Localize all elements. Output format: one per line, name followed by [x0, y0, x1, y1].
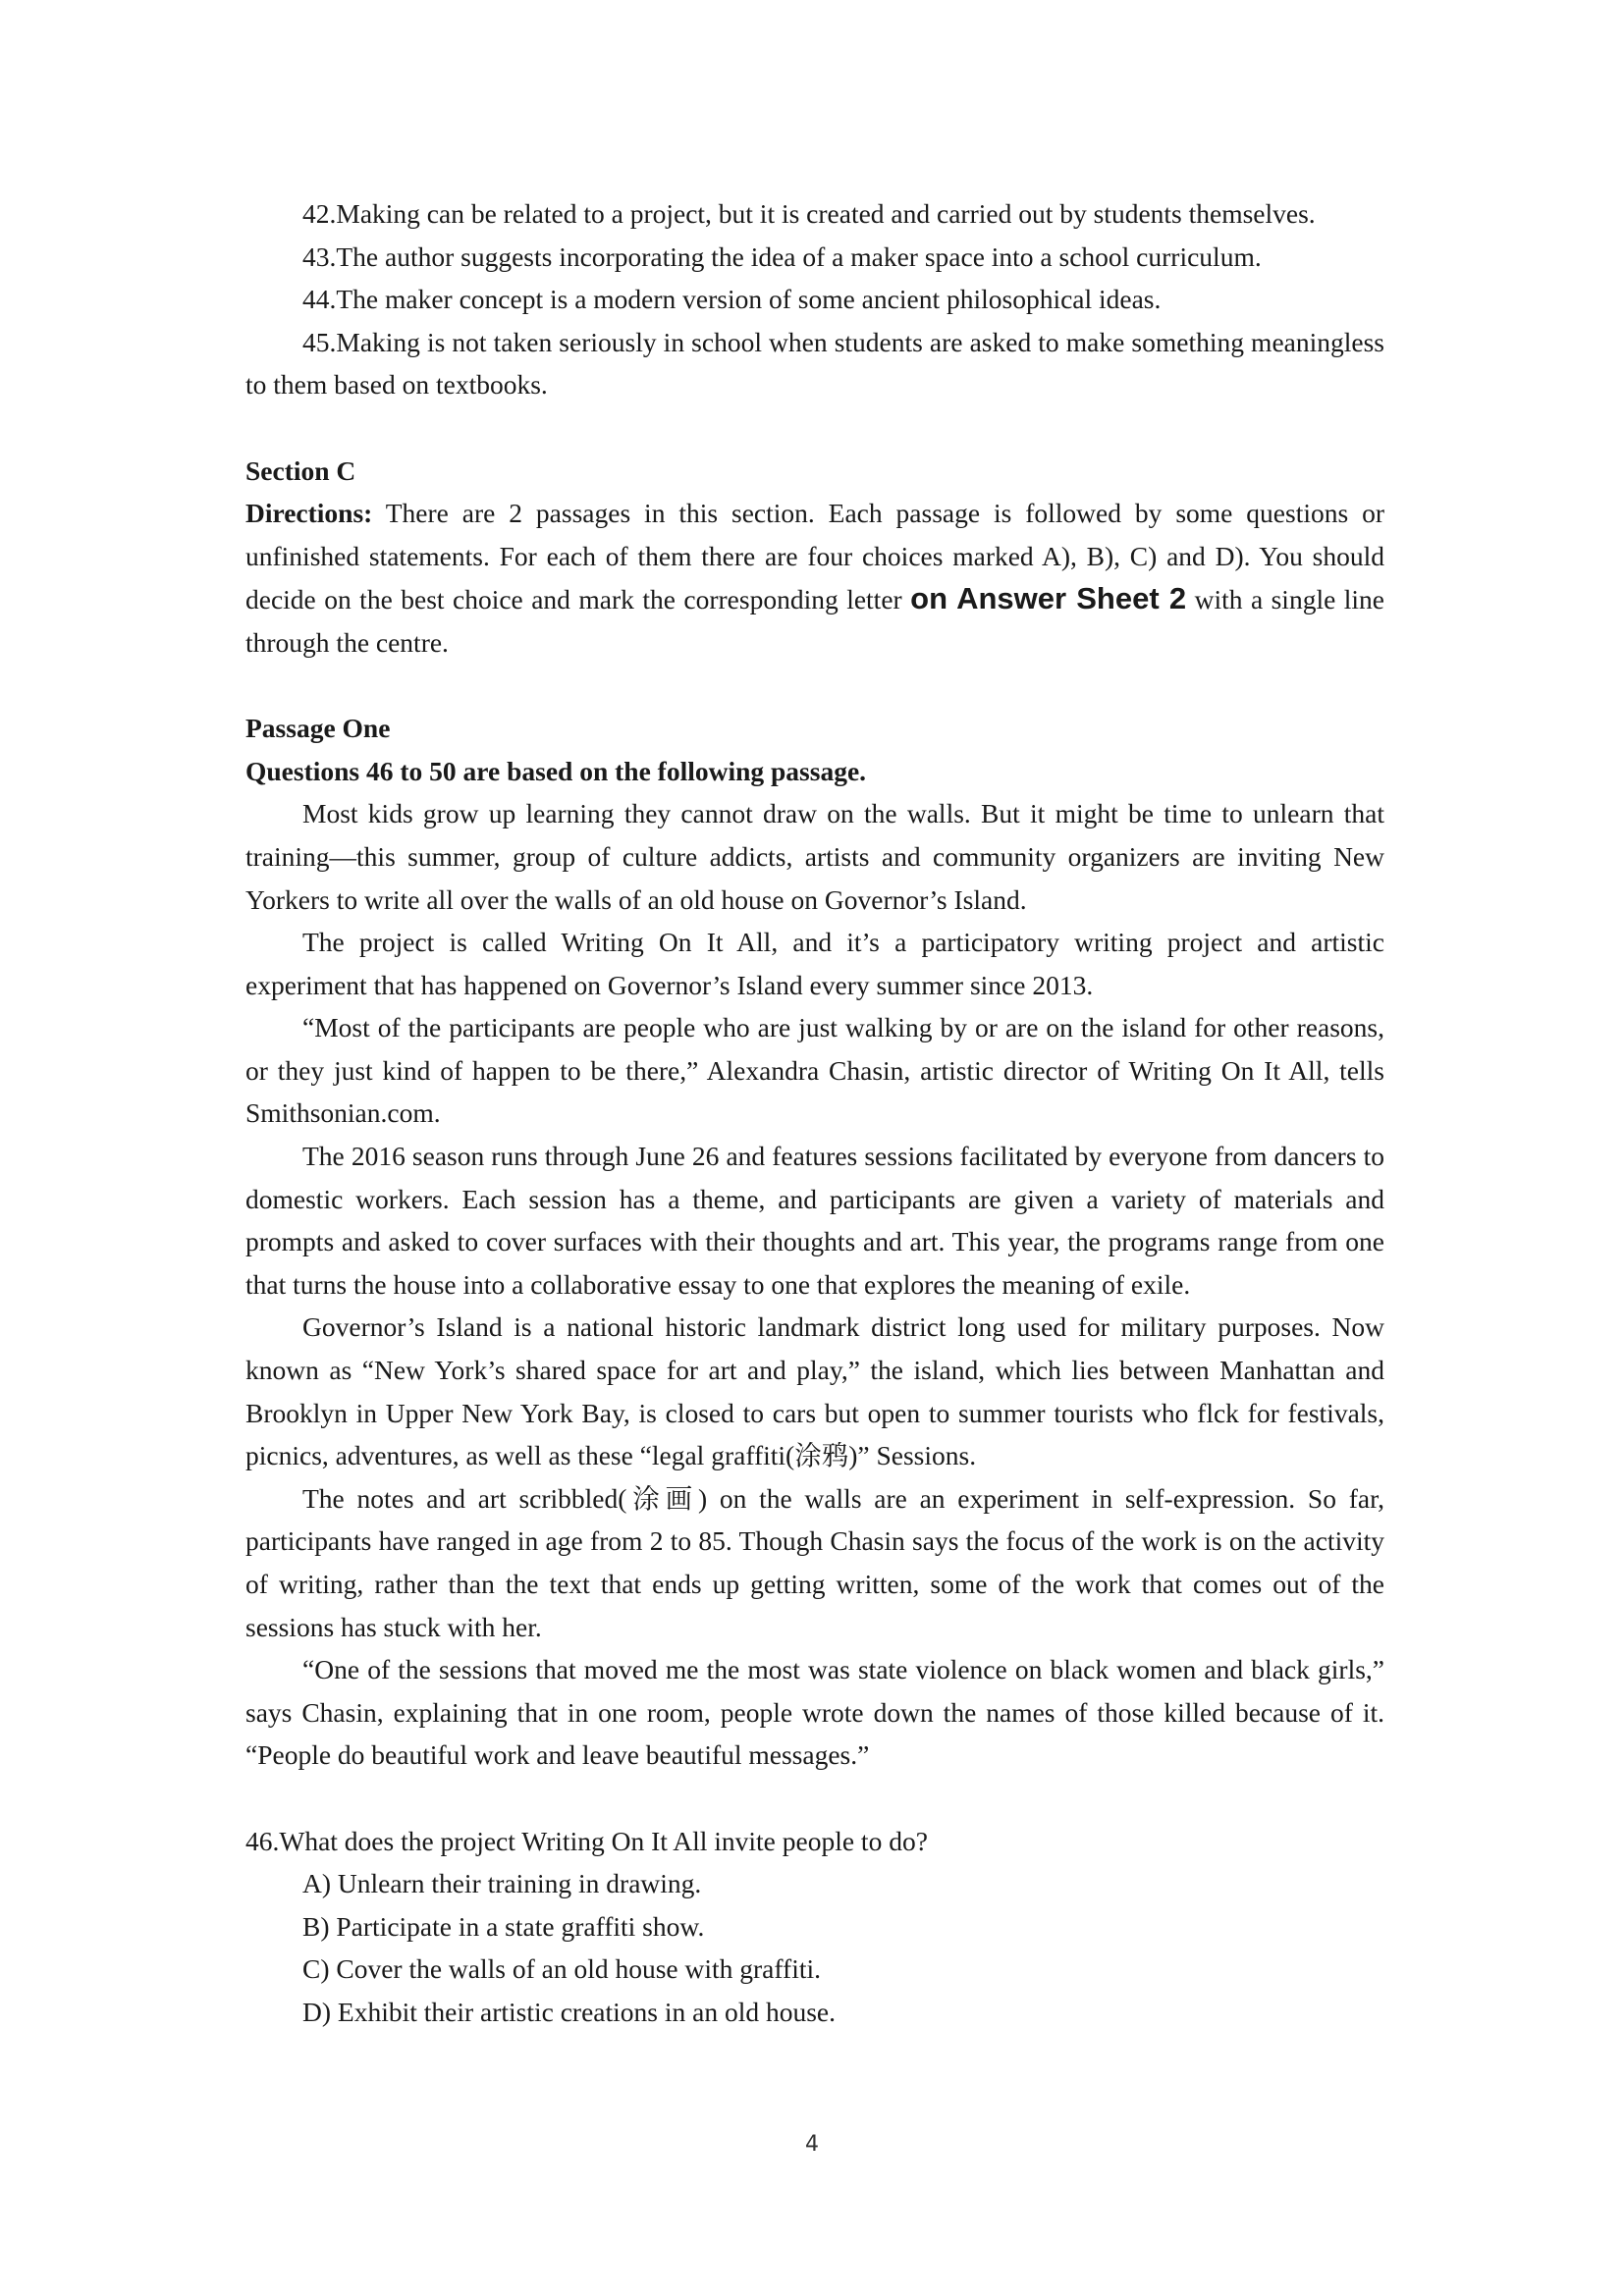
- choice-c: C) Cover the walls of an old house with graffiti.: [302, 1953, 822, 1985]
- passage-paragraph: “One of the sessions that moved me the most was state violence on black women and black girls,” says Chasin, explaining that in one room, people wrote down the names of those killed because of it. “People do beautiful work and leave beautiful messages.”: [245, 1654, 1384, 1771]
- passage-paragraph: The notes and art scribbled(涂画) on the walls are an experiment in self-expression. So far, participants have ranged in age from 2 to 85. Though Chasin says the focus of the work is on the activity of writing, rather than the text that ends up getting written, some of the work that comes out of the sessions has stuck with her.: [245, 1482, 1384, 1642]
- section-title: Section C: [245, 454, 356, 486]
- statement-44: 44.The maker concept is a modern version of some ancient philosophical ideas.: [302, 284, 1162, 315]
- spacer: [245, 665, 1384, 708]
- passage-paragraph: “Most of the participants are people who are just walking by or are on the island for other reasons, or they just kind of happen to be there,” Alexandra Chasin, artistic director of Writing On It All, tells Smithsonian.com.: [245, 1012, 1384, 1129]
- choice-b: B) Participate in a state graffiti show.: [302, 1910, 705, 1942]
- question-46: 46.What does the project Writing On It All invite people to do?: [245, 1825, 928, 1856]
- passage-paragraph: The 2016 season runs through June 26 and features sessions facilitated by everyone from dancers to domestic workers. Each session has a theme, and participants are given a variety of materials and prompts and asked to cover surfaces with their thoughts and art. This year, the programs range from one that turns the house into a collaborative essay to one that explores the meaning of exile.: [245, 1141, 1384, 1300]
- passage-paragraph: Governor’s Island is a national historic landmark district long used for military purposes. Now known as “New York’s shared space for art and play,” the island, which lies between Manhattan and Brooklyn in Upper New York Bay, is closed to cars but open to summer tourists who flck for festivals, picnics, adventures, as well as these “legal graffiti(涂鸦)” Sessions.: [245, 1311, 1384, 1471]
- directions-text-2: with a single line through the centre.: [245, 584, 1384, 658]
- page-number: 4: [805, 2132, 819, 2157]
- passage-paragraph: The project is called Writing On It All, and it’s a participatory writing project and artistic experiment that has happened on Governor’s Island every summer since 2013.: [245, 927, 1384, 1000]
- passage-title: Passage One: [245, 713, 391, 744]
- choice-d: D) Exhibit their artistic creations in an old house.: [302, 1996, 836, 2027]
- spacer: [245, 406, 1384, 450]
- statement-42: 42.Making can be related to a project, but it is created and carried out by students themselves.: [302, 198, 1316, 229]
- statement-43: 43.The author suggests incorporating the idea of a maker space into a school curriculum.: [302, 240, 1262, 272]
- choice-a: A) Unlearn their training in drawing.: [302, 1868, 702, 1899]
- document-page: [245, 192, 1384, 2034]
- directions-label: Directions:: [245, 498, 373, 529]
- passage-subtitle: Questions 46 to 50 are based on the following passage.: [245, 755, 867, 786]
- directions-emphasis: on Answer Sheet 2: [910, 581, 1187, 616]
- passage-paragraph: Most kids grow up learning they cannot draw on the walls. But it might be time to unlearn that training—this summer, group of culture addicts, artists and community organizers are inviting New Yorkers to write all over the walls of an old house on Governor’s Island.: [245, 798, 1384, 915]
- directions-text-1: There are 2 passages in this section. Each passage is followed by some questions or unfinished statements. For each of them there are four choices marked A), B), C) and D). You should decide on the best choice and mark the corresponding letter: [245, 498, 1384, 615]
- statement-45: 45.Making is not taken seriously in school when students are asked to make something meaningless to them based on textbooks.: [245, 326, 1384, 400]
- spacer: [245, 1777, 1384, 1820]
- section-directions: [245, 492, 1384, 664]
